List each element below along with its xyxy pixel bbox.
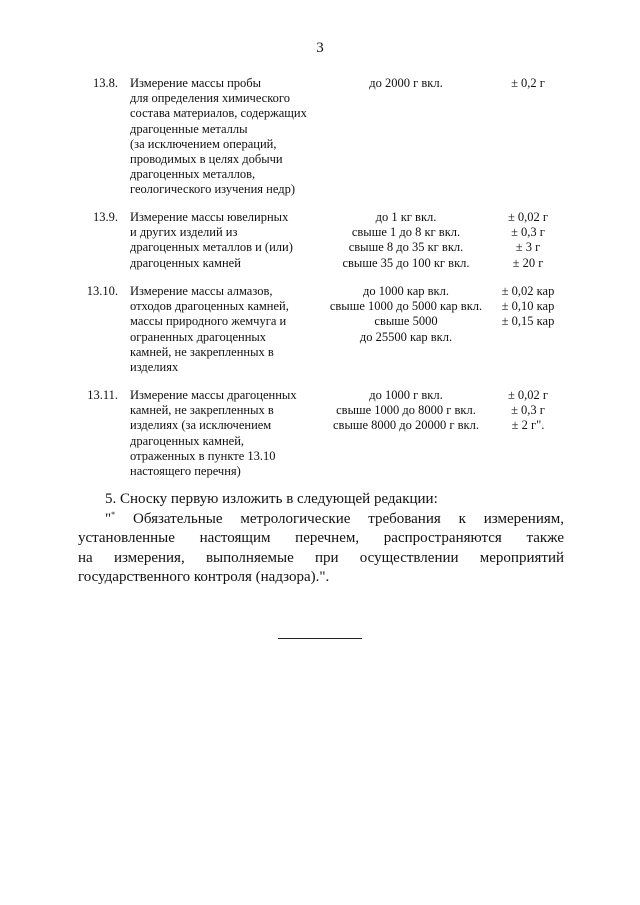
range-line: до 25500 кар вкл. <box>359 329 453 344</box>
description-line: настоящего перечня) <box>130 464 241 479</box>
description-line: Измерение массы драгоценных <box>130 388 297 402</box>
item-description <box>130 388 330 479</box>
error-line: ± 0,15 кар <box>501 314 555 329</box>
range-line: свыше 8000 до 20000 г вкл. <box>333 418 479 433</box>
description-line: ограненных драгоценных <box>130 329 267 344</box>
paragraph-text: Обязательные метрологические требования к измерениям, <box>132 510 565 527</box>
page-number: 3 <box>316 40 324 56</box>
footnote-mark: * <box>111 509 116 519</box>
description-line: для определения химического <box>130 91 290 106</box>
error-line: ± 0,3 г <box>511 225 545 240</box>
description-line: драгоценных камней <box>130 255 241 270</box>
error-line: ± 0,02 г <box>507 210 549 224</box>
error-line: ± 0,02 кар <box>501 284 555 298</box>
description-line: и других изделий из <box>130 225 238 240</box>
measurement-range <box>316 388 496 434</box>
description-line: геологического изучения недр) <box>130 182 296 197</box>
paragraph-heading: 5. Сноску первую изложить в следующей редакции: <box>105 491 438 507</box>
range-line: свыше 8 до 35 кг вкл. <box>348 240 464 255</box>
error-line: ± 3 г <box>515 240 541 255</box>
open-quote: " <box>105 510 112 527</box>
item-number: 13.8. <box>93 76 118 90</box>
error-line: ± 0,3 г <box>511 403 545 418</box>
description-line: Измерение массы ювелирных <box>130 210 289 224</box>
measurement-range <box>316 76 496 91</box>
item-description <box>130 210 330 271</box>
measurement-range <box>316 210 496 271</box>
description-line: Измерение массы пробы <box>130 76 262 90</box>
description-line: изделиях <box>130 360 179 375</box>
measurement-error <box>492 210 564 271</box>
error-line: ± 0,02 г <box>507 388 549 402</box>
error-line: ± 2 г". <box>511 418 545 433</box>
paragraph-line <box>78 510 564 530</box>
description-line: драгоценных металлов и (или) <box>130 240 293 255</box>
description-line: камней, не закрепленных в <box>130 344 274 359</box>
error-line: ± 0,2 г <box>511 76 545 90</box>
item-number: 13.11. <box>87 388 118 402</box>
paragraph-line: на измерения, выполняемые при осуществлении мероприятий <box>78 549 564 566</box>
description-line: драгоценных камней, <box>130 433 245 448</box>
range-line: до 1000 г вкл. <box>369 388 443 402</box>
range-line: свыше 5000 <box>374 314 438 329</box>
paragraph-line: установленные настоящим перечнем, распространяются также <box>78 530 564 546</box>
description-line: проводимых в целях добычи <box>130 152 283 167</box>
description-line: драгоценные металлы <box>130 121 248 136</box>
range-line: свыше 1 до 8 кг вкл. <box>351 225 461 240</box>
description-line: изделиях (за исключением <box>130 418 272 433</box>
item-description <box>130 284 330 375</box>
range-line: свыше 1000 до 5000 кар вкл. <box>329 299 483 314</box>
range-line: свыше 35 до 100 кг вкл. <box>342 255 470 270</box>
measurement-range <box>316 284 496 345</box>
range-line: свыше 1000 до 8000 г вкл. <box>336 403 476 418</box>
error-line: ± 20 г <box>512 255 544 270</box>
description-line: драгоценных металлов, <box>130 167 256 182</box>
description-line: массы природного жемчуга и <box>130 314 287 329</box>
description-line: отходов драгоценных камней, <box>130 299 289 314</box>
description-line: Измерение массы алмазов, <box>130 284 273 298</box>
measurement-error <box>492 388 564 434</box>
item-number: 13.9. <box>93 210 118 224</box>
amendment-paragraph <box>78 490 564 588</box>
description-line: отраженных в пункте 13.10 <box>130 448 276 463</box>
description-line: (за исключением операций, <box>130 136 277 151</box>
item-description <box>130 76 330 198</box>
error-line: ± 0,10 кар <box>501 299 555 314</box>
item-number: 13.10. <box>86 284 118 298</box>
paragraph-line: государственного контроля (надзора).". <box>78 569 330 585</box>
range-line: до 1 кг вкл. <box>375 210 437 224</box>
measurement-error <box>492 284 564 330</box>
range-line: до 1000 кар вкл. <box>362 284 449 298</box>
range-line: до 2000 г вкл. <box>369 76 443 90</box>
description-line: камней, не закрепленных в <box>130 403 274 418</box>
measurement-error <box>492 76 564 91</box>
end-divider <box>278 638 362 639</box>
description-line: состава материалов, содержащих <box>130 106 307 121</box>
